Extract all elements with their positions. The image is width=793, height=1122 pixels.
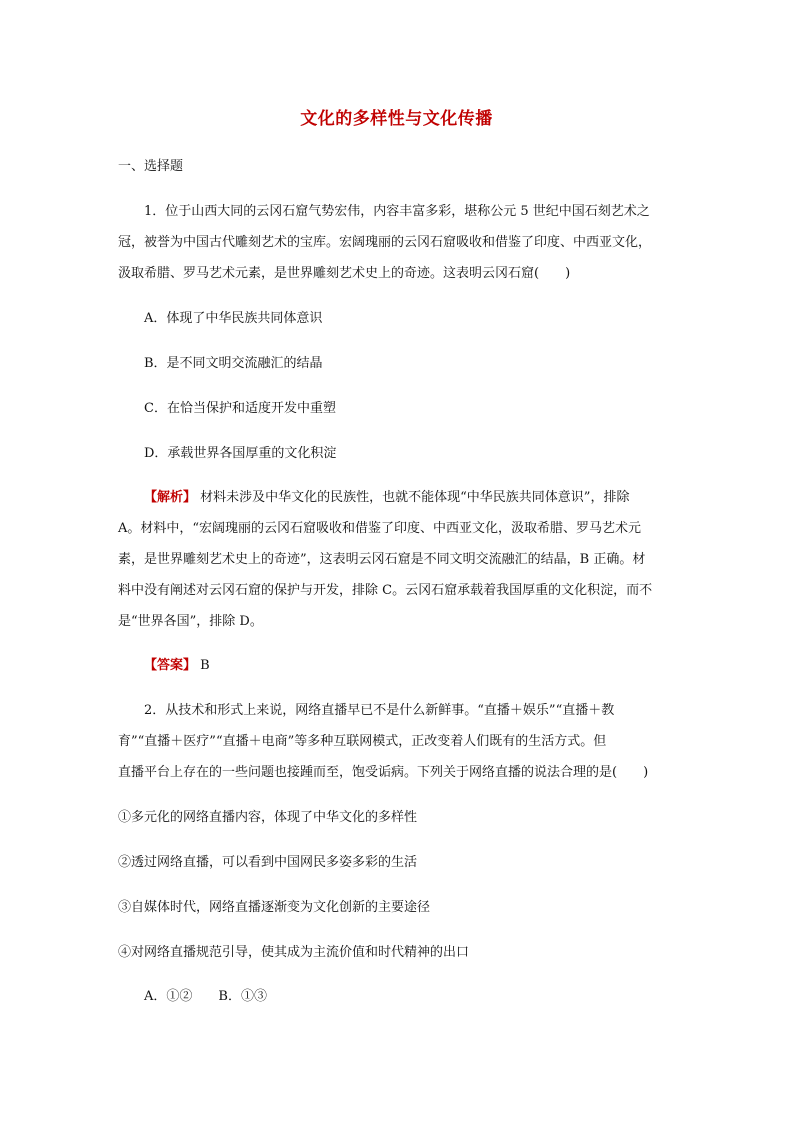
q1-stem-line: 汲取希腊、罗马艺术元素，是世界雕刻艺术史上的奇迹。这表明云冈石窟( ) [118, 266, 571, 281]
q1-analysis-line: 素，是世界雕刻艺术史上的奇迹”，这表明云冈石窟是不同文明交流融汇的结晶，B 正确。材 [118, 552, 646, 567]
q2-statement-3: ③自媒体时代，网络直播逐渐变为文化创新的主要途径 [118, 900, 431, 915]
q1-stem-line: 1．位于山西大同的云冈石窟气势宏伟，内容丰富多彩，堪称公元 5 世纪中国石刻艺术之 [144, 204, 650, 219]
q1-option-c: C．在恰当保护和适度开发中重塑 [144, 401, 336, 416]
q1-option-a: A．体现了中华民族共同体意识 [144, 311, 323, 326]
q2-options: A．①② B．①③ [144, 989, 267, 1004]
q1-analysis-line: A。材料中，“宏阔瑰丽的云冈石窟吸收和借鉴了印度、中西亚文化，汲取希腊、罗马艺术元 [118, 521, 642, 536]
q1-option-b: B．是不同文明交流融汇的结晶 [144, 356, 323, 371]
q2-stem-line: 2．从技术和形式上来说，网络直播早已不是什么新鲜事。“直播＋娱乐”“直播＋教 [144, 703, 615, 718]
q1-analysis-line [118, 488, 678, 508]
answer-value: B [196, 658, 210, 673]
answer-label: 【答案】 [144, 658, 197, 673]
q1-answer [118, 656, 678, 676]
q2-stem-line: 直播平台上存在的一些问题也接踵而至，饱受诟病。下列关于网络直播的说法合理的是( ) [118, 765, 649, 780]
analysis-label: 【解析】 [144, 490, 197, 505]
q1-analysis-line: 是“世界各国”，排除 D。 [118, 614, 263, 629]
document-title: 文化的多样性与文化传播 [300, 109, 493, 129]
q2-stem-line: 育”“直播＋医疗”“直播＋电商”等多种互联网模式，正改变着人们既有的生活方式。但 [118, 734, 607, 749]
section-heading: 一、选择题 [118, 159, 184, 174]
q1-option-d: D．承载世界各国厚重的文化积淀 [144, 446, 337, 461]
q2-statement-2: ②透过网络直播，可以看到中国网民多姿多彩的生活 [118, 855, 418, 870]
q1-analysis-line: 料中没有阐述对云冈石窟的保护与开发，排除 C。云冈石窟承载着我国厚重的文化积淀，而不 [118, 583, 653, 598]
analysis-text: 材料未涉及中华文化的民族性，也就不能体现“中华民族共同体意识”，排除 [196, 490, 630, 505]
q2-statement-1: ①多元化的网络直播内容，体现了中华文化的多样性 [118, 810, 418, 825]
q2-statement-4: ④对网络直播规范引导，使其成为主流价值和时代精神的出口 [118, 945, 470, 960]
q1-stem-line: 冠，被誉为中国古代雕刻艺术的宝库。宏阔瑰丽的云冈石窟吸收和借鉴了印度、中西亚文化， [118, 235, 652, 250]
